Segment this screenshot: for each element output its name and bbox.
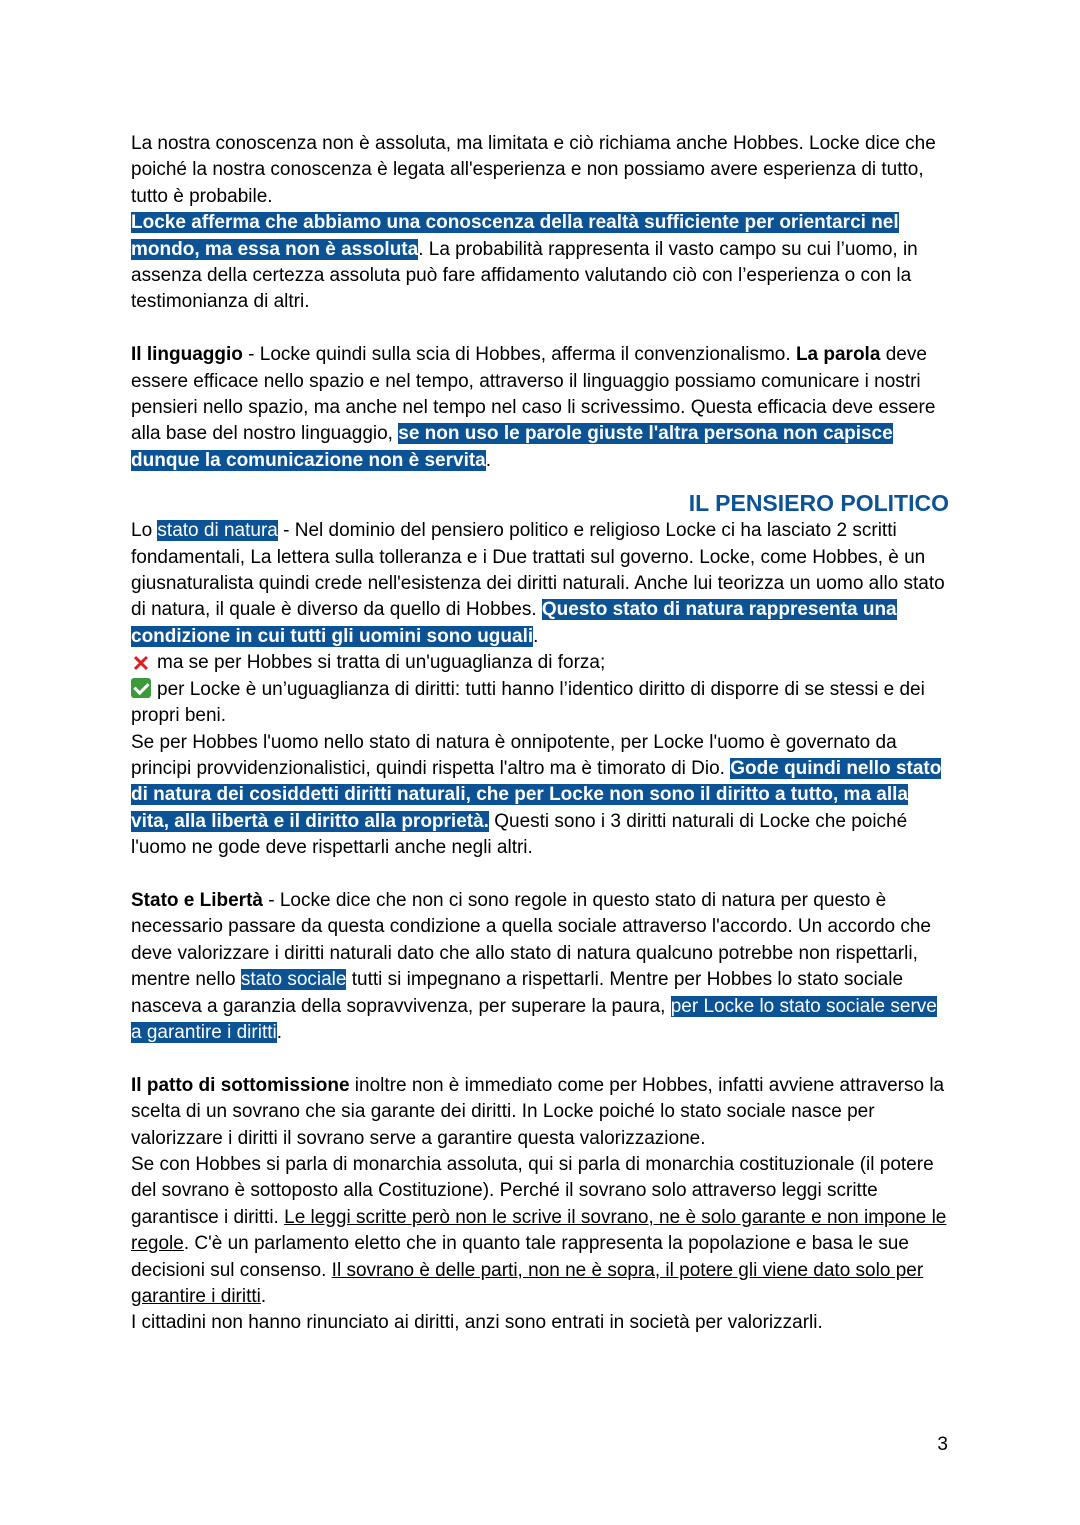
highlight-term: stato sociale xyxy=(240,969,347,991)
spacer xyxy=(131,1046,951,1072)
paragraph-text: . xyxy=(276,1021,283,1043)
section-title-patto: Il patto di sottomissione xyxy=(131,1074,350,1096)
paragraph-text: tutti si impegnano a rispettarli. Mentre per Hobbes lo stato sociale nasceva a garanzia della sopravvivenza, per superare la paura, xyxy=(131,969,904,1017)
paragraph-text: . xyxy=(533,625,539,647)
paragraph-text: Lo xyxy=(131,520,158,542)
highlight-term: stato di natura xyxy=(157,520,278,542)
section-title-linguaggio: Il linguaggio xyxy=(131,344,243,366)
spacer xyxy=(131,862,951,888)
paragraph-linguaggio xyxy=(131,342,951,474)
paragraph-diritti-naturali xyxy=(131,730,951,862)
section-heading: IL PENSIERO POLITICO xyxy=(688,490,949,517)
underlined-text: Le leggi scritte però non le scrive il sovrano, ne è solo garante e non impone le regole xyxy=(131,1206,947,1255)
document-body xyxy=(131,131,951,1337)
paragraph-stato-liberta xyxy=(131,888,951,1046)
paragraph-text: - Nel dominio del pensiero politico e religioso Locke ci ha lasciato 2 scritti fondamentali, La lettera sulla tolleranza e i Due trattati sul governo. Locke, come Hobbes, è un giusnaturalista quindi crede nell'esistenza dei diritti naturali. Anche lui teorizza un uomo allo stato di natura, il quale è diverso da quello di Hobbes. xyxy=(131,520,945,621)
highlight-text: se non uso le parole giuste l'altra persona non capisce dunque la comunicazione non è servita xyxy=(131,423,893,471)
paragraph-text: I cittadini non hanno rinunciato ai diritti, anzi sono entrati in società per valorizzarli. xyxy=(131,1312,823,1334)
paragraph-text: . xyxy=(260,1286,267,1308)
paragraph-monarchia xyxy=(131,1152,951,1310)
paragraph-text: La nostra conoscenza non è assoluta, ma limitata e ciò richiama anche Hobbes. Locke dice che poiché la nostra conoscenza è legata all'esperienza e non possiamo avere esperienza di tutto, tutto è probabile. xyxy=(131,133,936,207)
paragraph-stato-natura xyxy=(131,518,951,650)
paragraph-conoscenza xyxy=(131,131,951,210)
paragraph-text: Questi sono i 3 diritti naturali di Locke che poiché l'uomo ne gode deve rispettarli anche negli altri. xyxy=(131,810,908,859)
check-mark-icon xyxy=(131,678,151,698)
paragraph-text: - Locke quindi sulla scia di Hobbes, afferma il convenzionalismo. xyxy=(242,344,796,366)
highlight-text: Gode quindi nello stato di natura dei cosiddetti diritti naturali, che per Locke non sono il diritto a tutto, ma alla vita, alla libertà e il diritto alla proprietà. xyxy=(131,757,942,832)
compare-hobbes xyxy=(131,650,951,676)
cross-mark-icon: ✕ xyxy=(131,651,151,677)
spacer xyxy=(131,316,951,342)
paragraph-text: Se con Hobbes si parla di monarchia assoluta, qui si parla di monarchia costituzionale (il potere del sovrano è sottoposto alla Costituzione). Perché il sovrano solo attraverso leggi scritte garantisce i diritti. xyxy=(131,1153,934,1228)
paragraph-patto xyxy=(131,1073,951,1152)
bold-text: La parola xyxy=(795,344,881,366)
paragraph-text: . xyxy=(485,449,492,471)
paragraph-probabilita xyxy=(131,210,951,316)
highlight-text: Locke afferma che abbiamo una conoscenza della realtà sufficiente per orientarci nel mondo, ma essa non è assoluta xyxy=(131,212,899,260)
highlight-text: Questo stato di natura rappresenta una condizione in cui tutti gli uomini sono uguali xyxy=(131,599,897,647)
paragraph-cittadini xyxy=(131,1310,951,1336)
highlight-text: per Locke lo stato sociale serve a garantire i diritti xyxy=(131,995,937,1043)
compare-text: ma se per Hobbes si tratta di un'uguaglianza di forza; xyxy=(157,652,606,674)
underlined-text: Il sovrano è delle parti, non ne è sopra, il potere gli viene dato solo per garantire i diritti xyxy=(131,1259,924,1308)
paragraph-text: - Locke dice che non ci sono regole in questo stato di natura per questo è necessario passare da questa condizione a quella sociale attraverso l'accordo. Un accordo che deve valorizzare i diritti naturali dato che allo stato di natura qualcuno potrebbe non rispettarli, mentre nello xyxy=(131,889,931,991)
paragraph-text: inoltre non è immediato come per Hobbes, infatti avviene attraverso la scelta di un sovrano che sia garante dei diritti. In Locke poiché lo stato sociale nasce per valorizzare i diritti il sovrano serve a garantire questa valorizzazione. xyxy=(131,1074,945,1149)
paragraph-text: . La probabilità rappresenta il vasto campo su cui l’uomo, in assenza della certezza assoluta può fare affidamento valutando ciò con l’esperienza o con la testimonianza di altri. xyxy=(131,238,918,313)
page-number: 3 xyxy=(937,1434,948,1455)
compare-text: per Locke è un’uguaglianza di diritti: tutti hanno l’identico diritto di disporre di se stessi e dei propri beni. xyxy=(131,678,925,727)
compare-locke xyxy=(131,677,951,730)
paragraph-text: deve essere efficace nello spazio e nel tempo, attraverso il linguaggio possiamo comunicare i nostri pensieri nello spazio, ma anche nel tempo nel caso li scrivessimo. Questa efficacia deve essere alla base del nostro linguaggio, xyxy=(131,344,936,445)
paragraph-text: Se per Hobbes l'uomo nello stato di natura è onnipotente, per Locke l'uomo è governato da principi provvidenzionalistici, quindi rispetta l'altro ma è timorato di Dio. xyxy=(131,731,897,779)
paragraph-text: . C'è un parlamento eletto che in quanto tale rappresenta la popolazione e basa le sue decisioni sul consenso. xyxy=(131,1233,909,1281)
section-title-stato-liberta: Stato e Libertà xyxy=(131,889,263,911)
